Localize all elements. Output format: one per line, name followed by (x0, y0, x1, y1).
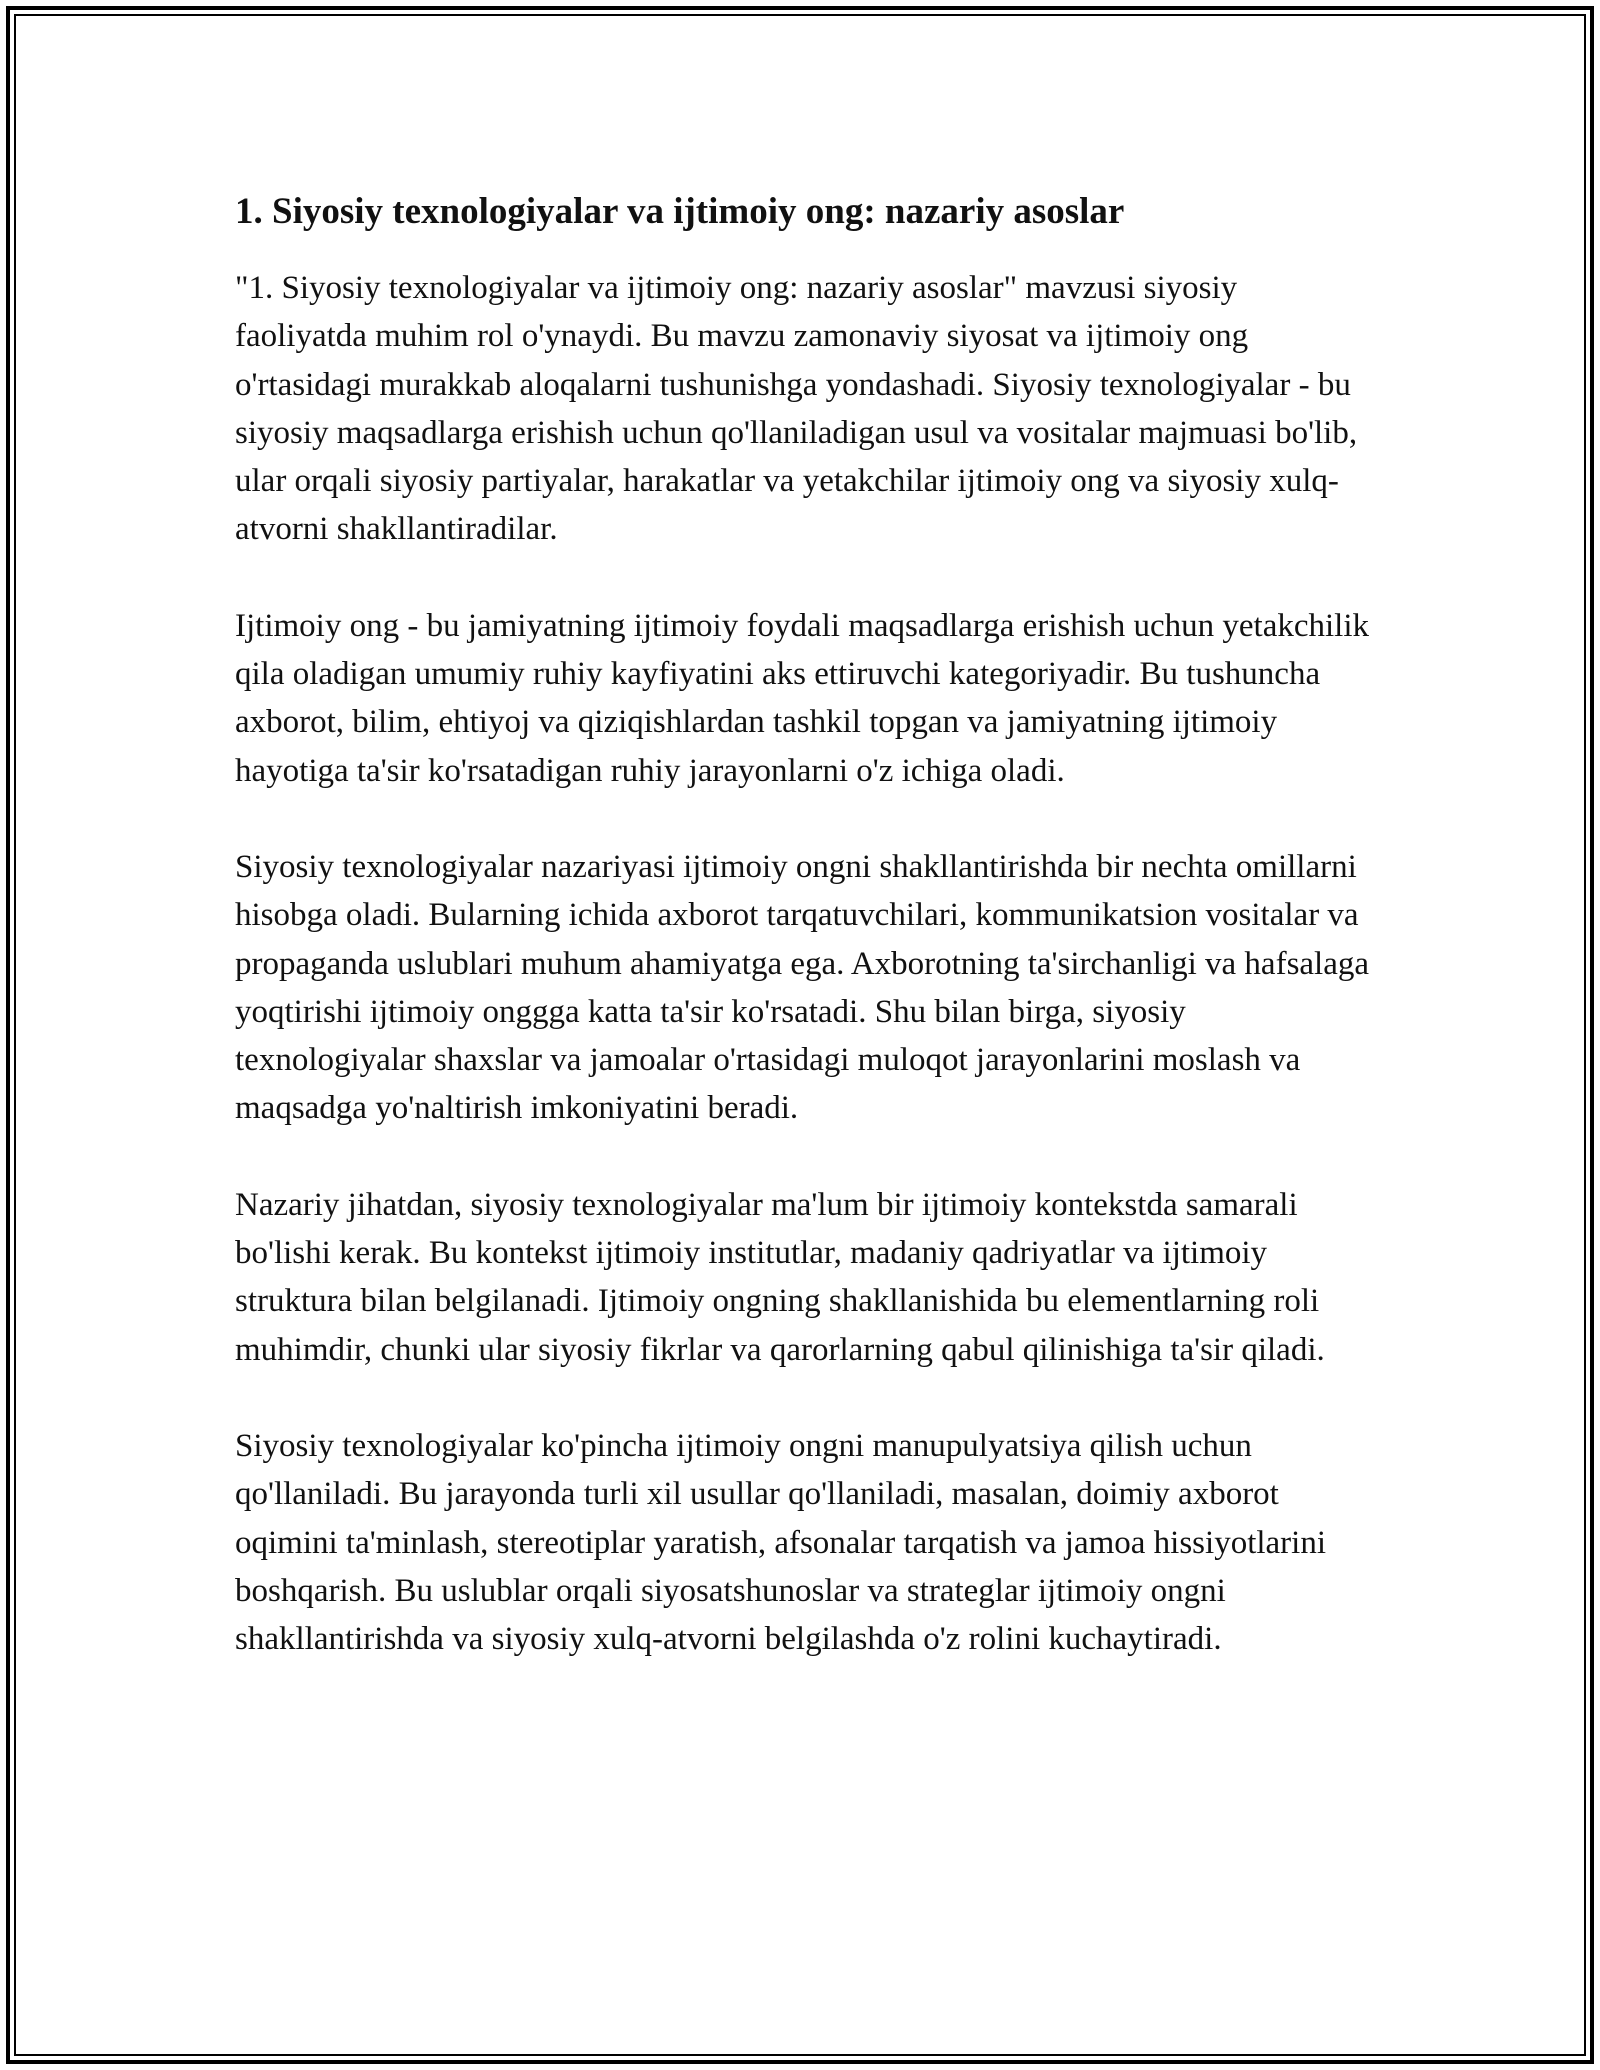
section-heading: 1. Siyosiy texnologiyalar va ijtimoiy ong: nazariy asoslar (235, 191, 1125, 232)
paragraph-4: Nazariy jihatdan, siyosiy texnologiyalar ma'lum bir ijtimoiy kontekstda samarali bo'lishi kerak. Bu kontekst ijtimoiy institutlar, madaniy qadriyatlar va ijtimoiy struktura bilan belgilanadi. Ijtimoiy ongning shakllanishida bu elementlarning roli muhimdir, chunki ular siyosiy fikrlar va qarorlarning qabul qilinishiga ta'sir qiladi. (235, 1186, 1325, 1368)
paragraph-1: "1. Siyosiy texnologiyalar va ijtimoiy ong: nazariy asoslar" mavzusi siyosiy faoliyatda muhim rol o'ynaydi. Bu mavzu zamonaviy siyosat va ijtimoiy ong o'rtasidagi murakkab aloqalarni tushunishga yondashadi. Siyosiy texnologiyalar - bu siyosiy maqsadlarga erishish uchun qo'llaniladigan usul va vositalar majmuasi bo'lib, ular orqali siyosiy partiyalar, harakatlar va yetakchilar ijtimoiy ong va siyosiy xulq-atvorni shakllantiradilar. (235, 270, 1358, 548)
paragraph-2: Ijtimoiy ong - bu jamiyatning ijtimoiy foydali maqsadlarga erishish uchun yetakchilik qila oladigan umumiy ruhiy kayfiyatini aks ettiruvchi kategoriyadir. Bu tushuncha axborot, bilim, ehtiyoj va qiziqishlardan tashkil topgan va jamiyatning ijtimoiy hayotiga ta'sir ko'rsatadigan ruhiy jarayonlarni o'z ichiga oladi. (235, 607, 1370, 789)
paragraph-5: Siyosiy texnologiyalar ko'pincha ijtimoiy ongni manupulyatsiya qilish uchun qo'llaniladi. Bu jarayonda turli xil usullar qo'llaniladi, masalan, doimiy axborot oqimini ta'minlash, stereotiplar yaratish, afsonalar tarqatish va jamoa hissiyotlarini boshqarish. Bu uslublar orqali siyosatshunoslar va strateglar ijtimoiy ongni shakllantirishda va siyosiy xulq-atvorni belgilashda o'z rolini kuchaytiradi. (235, 1427, 1326, 1658)
paragraph-3: Siyosiy texnologiyalar nazariyasi ijtimoiy ongni shakllantirishda bir nechta omillarni hisobga oladi. Bularning ichida axborot tarqatuvchilari, kommunikatsion vositalar va propaganda uslublari muhum ahamiyatga ega. Axborotning ta'sirchanligi va hafsalaga yoqtirishi ijtimoiy onggga katta ta'sir ko'rsatadi. Shu bilan birga, siyosiy texnologiyalar shaxslar va jamoalar o'rtasidagi muloqot jarayonlarini moslash va maqsadga yo'naltirish imkoniyatini beradi. (235, 848, 1370, 1127)
document-body (235, 188, 1375, 1711)
